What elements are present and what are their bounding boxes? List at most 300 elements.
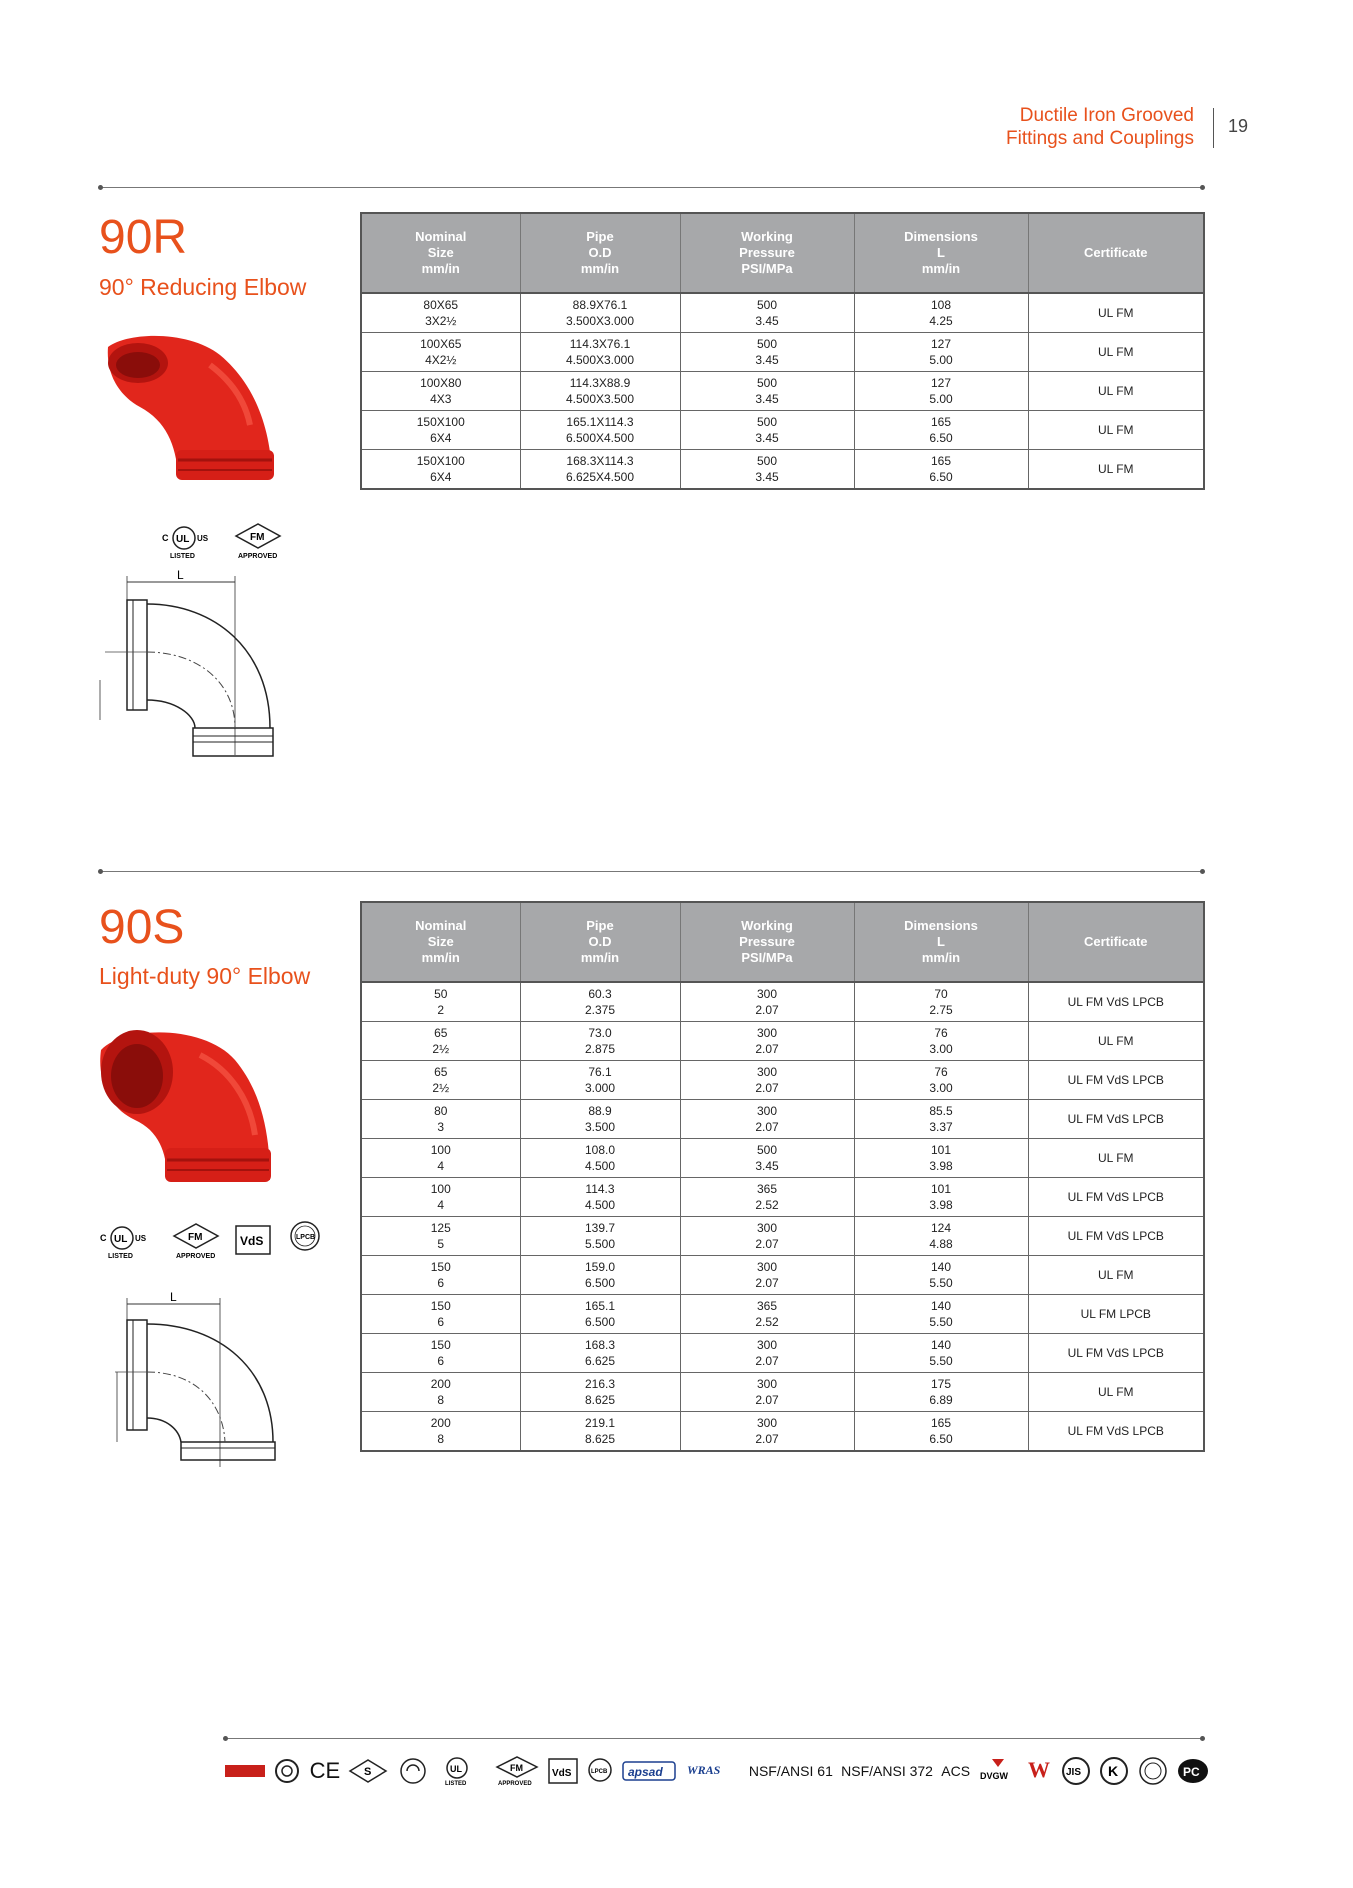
nominal-size-cell [361,411,520,450]
column-header-nominal-size: Nominal Size mm/in [361,902,520,982]
dimension-cell-line: 76 [934,1026,948,1040]
dimension-cell-line: 76 [934,1065,948,1079]
svg-text:K: K [1108,1763,1119,1779]
table-row [361,1178,1204,1217]
dimension-cell-line: 140 [930,1338,952,1352]
nominal-size-cell-line: 80X65 [423,298,459,312]
pipe-od-cell [520,1334,680,1373]
dimension-cell-line: 165 [930,415,952,429]
certificate-cell: UL FM LPCB [1028,1295,1204,1334]
nominal-size-cell [361,450,520,490]
nominal-size-cell [361,1100,520,1139]
footer-certification-logos [225,1753,1210,1789]
working-pressure-cell-line: 2.07 [755,1081,779,1095]
working-pressure-cell-line: 300 [756,1026,778,1040]
column-header-dimensions: Dimensions L mm/in [854,213,1028,293]
nominal-size-cell-line: 50 [434,987,448,1001]
nominal-size-cell-line: 150X100 [416,415,465,429]
dimension-cell-line: 165 [930,454,952,468]
svg-text:FM: FM [510,1763,524,1773]
pipe-od-cell-line: 2.875 [584,1042,616,1056]
svg-text:FM: FM [250,532,265,543]
dimension-cell [854,1217,1028,1256]
nominal-size-cell-line: 3 [437,1120,445,1134]
model-code-90s: 90S [99,901,185,954]
svg-text:PC: PC [1182,1765,1200,1779]
working-pressure-cell [680,1334,854,1373]
dimension-cell [854,1178,1028,1217]
nominal-size-cell-line: 65 [434,1026,448,1040]
svg-text:WRAS: WRAS [686,1763,720,1777]
dimension-cell [854,1373,1028,1412]
dimension-cell-line: 101 [930,1143,952,1157]
working-pressure-cell [680,1373,854,1412]
pipe-od-cell-line: 4.500 [584,1159,616,1173]
working-pressure-cell [680,1178,854,1217]
working-pressure-cell-line: 2.07 [755,1354,779,1368]
red-mark-icon [225,1759,265,1783]
svg-text:LISTED: LISTED [170,553,195,560]
nominal-size-cell-line: 2½ [432,1042,450,1056]
pipe-od-cell [520,1100,680,1139]
nominal-size-cell [361,1373,520,1412]
pipe-od-cell-line: 165.1 [584,1299,616,1313]
certificate-cell: UL FM VdS LPCB [1028,982,1204,1022]
nominal-size-cell-line: 200 [430,1377,451,1391]
dimension-cell-line: 6.50 [929,431,953,445]
nominal-size-cell-line: 100X65 [420,337,462,351]
pipe-od-cell-line: 165.1X114.3 [566,415,634,429]
working-pressure-cell [680,1061,854,1100]
nominal-size-cell-line: 3X2½ [425,314,457,328]
lpcb-icon [286,1220,324,1260]
fm-approved-icon [495,1755,539,1787]
table-row [361,333,1204,372]
working-pressure-cell [680,1022,854,1061]
pipe-od-cell-line: 60.3 [588,987,612,1001]
nominal-size-cell-line: 150 [430,1338,451,1352]
working-pressure-cell-line: 500 [756,454,778,468]
header-title-line1: Ductile Iron Grooved [1019,105,1194,126]
pipe-od-cell [520,1217,680,1256]
header-divider [1213,108,1214,148]
pipe-od-cell-line: 114.3X76.1 [569,337,631,351]
working-pressure-cell-line: 3.45 [755,1159,779,1173]
table-row [361,1217,1204,1256]
dimension-cell [854,1412,1028,1452]
table-row [361,1139,1204,1178]
model-name-90r: 90° Reducing Elbow [99,274,307,300]
working-pressure-cell-line: 300 [756,1416,778,1430]
pipe-od-cell [520,411,680,450]
dimension-cell [854,1061,1028,1100]
working-pressure-cell-line: 365 [756,1299,778,1313]
pipe-od-cell-line: 3.500 [584,1120,616,1134]
certification-logos-90s [98,1220,324,1260]
pc-mark-icon [1176,1756,1210,1786]
ul-listed-icon [160,520,220,560]
column-header-dimensions: Dimensions L mm/in [854,902,1028,982]
certificate-cell: UL FM VdS LPCB [1028,1334,1204,1373]
working-pressure-cell-line: 300 [756,1104,778,1118]
section-divider [100,187,1203,188]
working-pressure-cell [680,411,854,450]
svg-text:LISTED: LISTED [445,1781,467,1787]
nominal-size-cell [361,1412,520,1452]
working-pressure-cell-line: 300 [756,1221,778,1235]
working-pressure-cell [680,450,854,490]
table-row [361,1295,1204,1334]
svg-text:UL: UL [176,534,190,545]
svg-text:LPCB: LPCB [296,1234,316,1241]
table-row [361,293,1204,333]
svg-text:UL: UL [114,1234,128,1245]
light-duty-elbow-photo [95,1020,280,1195]
certificate-cell: UL FM [1028,1022,1204,1061]
dimension-cell [854,1022,1028,1061]
fm-approved-icon [234,520,282,560]
nominal-size-cell [361,1295,520,1334]
certificate-cell: UL FM [1028,1256,1204,1295]
working-pressure-cell-line: 3.45 [755,392,779,406]
certificate-cell: UL FM [1028,450,1204,490]
table-body-90r [361,293,1204,489]
working-pressure-cell [680,372,854,411]
working-pressure-cell-line: 500 [756,298,778,312]
dimension-cell-line: 140 [930,1260,952,1274]
dimension-cell-line: 5.00 [929,353,953,367]
spec-table-90r [360,212,1205,490]
dimension-cell-line: 127 [930,376,952,390]
dimension-cell-line: 3.37 [929,1120,953,1134]
nsf-372-mark: NSF/ANSI 372 [841,1763,933,1779]
pipe-od-cell [520,1178,680,1217]
nominal-size-cell-line: 2 [437,1003,445,1017]
footer-divider [225,1738,1203,1739]
dimension-cell-line: 5.50 [929,1276,953,1290]
svg-text:S: S [364,1766,372,1778]
pipe-od-cell-line: 168.3X114.3 [566,454,634,468]
ks-icon [1099,1756,1129,1786]
nominal-size-cell [361,1334,520,1373]
working-pressure-cell-line: 2.52 [755,1315,779,1329]
dimension-cell-line: 5.50 [929,1354,953,1368]
working-pressure-cell-line: 3.45 [755,314,779,328]
table-row [361,1100,1204,1139]
svg-text:US: US [197,534,209,543]
working-pressure-cell [680,1412,854,1452]
certificate-cell: UL FM [1028,333,1204,372]
nominal-size-cell-line: 6 [437,1354,445,1368]
working-pressure-cell-line: 300 [756,1338,778,1352]
working-pressure-cell-line: 500 [756,337,778,351]
nominal-size-cell-line: 150 [430,1260,451,1274]
pipe-od-cell [520,450,680,490]
pipe-od-cell-line: 168.3 [584,1338,616,1352]
nominal-size-cell-line: 8 [437,1432,445,1446]
pipe-od-cell [520,1373,680,1412]
apsad-icon [622,1759,676,1783]
nominal-size-cell [361,1061,520,1100]
svg-text:US: US [135,1234,147,1243]
reducing-elbow-photo [100,325,285,495]
nominal-size-cell-line: 6 [437,1276,445,1290]
dimension-cell-line: 5.50 [929,1315,953,1329]
table-row [361,1022,1204,1061]
pipe-od-cell-line: 6.500 [584,1315,616,1329]
nominal-size-cell-line: 4 [437,1159,445,1173]
table-row [361,1412,1204,1452]
pipe-od-cell-line: 6.500 [584,1276,616,1290]
section-header [1006,104,1194,150]
vds-icon [234,1222,272,1258]
pipe-od-cell-line: 219.1 [584,1416,616,1430]
pipe-od-cell [520,1256,680,1295]
table-header-row [361,213,1204,293]
working-pressure-cell-line: 500 [756,376,778,390]
nominal-size-cell [361,982,520,1022]
pipe-od-cell [520,1022,680,1061]
svg-text:APPROVED: APPROVED [498,1781,533,1787]
dimension-cell-line: 3.98 [929,1198,953,1212]
nominal-size-cell [361,1139,520,1178]
dimension-cell [854,1295,1028,1334]
nominal-size-cell-line: 100X80 [420,376,462,390]
pipe-od-cell [520,1412,680,1452]
svg-text:APPROVED: APPROVED [176,1253,216,1260]
nominal-size-cell-line: 2½ [432,1081,450,1095]
jis-icon [1061,1756,1091,1786]
dimension-cell-line: 3.98 [929,1159,953,1173]
dimension-drawing-90r [95,570,285,765]
svg-text:APPROVED: APPROVED [238,553,278,560]
seal-icon [1138,1756,1168,1786]
dimension-cell [854,333,1028,372]
pipe-od-cell [520,1295,680,1334]
working-pressure-cell-line: 500 [756,415,778,429]
section-divider [100,871,1203,872]
nominal-size-cell-line: 150 [430,1299,451,1313]
pipe-od-cell-line: 216.3 [584,1377,616,1391]
dimension-cell [854,982,1028,1022]
header-title-line2: Fittings and Couplings [1006,128,1194,149]
pipe-od-cell-line: 108.0 [584,1143,616,1157]
svg-text:FM: FM [188,1232,203,1243]
table-row [361,372,1204,411]
working-pressure-cell [680,1256,854,1295]
dimension-cell-line: 127 [930,337,952,351]
working-pressure-cell-line: 3.45 [755,353,779,367]
nominal-size-cell [361,372,520,411]
working-pressure-cell [680,293,854,333]
working-pressure-cell-line: 500 [756,1143,778,1157]
svg-text:VdS: VdS [240,1234,264,1248]
svg-text:VdS: VdS [551,1768,572,1779]
pipe-od-cell-line: 4.500X3.500 [565,392,635,406]
nominal-size-cell [361,333,520,372]
csa-mark-icon [397,1757,429,1785]
nominal-size-cell-line: 100 [430,1143,451,1157]
pipe-od-cell-line: 6.500X4.500 [565,431,635,445]
dimension-cell-line: 85.5 [929,1104,953,1118]
nominal-size-cell [361,1178,520,1217]
page-number: 19 [1228,116,1249,136]
pipe-od-cell-line: 3.500X3.000 [565,314,635,328]
dimension-cell-line: 4.88 [929,1237,953,1251]
dimension-cell [854,450,1028,490]
nominal-size-cell-line: 5 [437,1237,445,1251]
spec-table-90s [360,901,1205,1452]
working-pressure-cell [680,1217,854,1256]
certificate-cell: UL FM [1028,1139,1204,1178]
nominal-size-cell-line: 4 [437,1198,445,1212]
wras-icon [685,1758,741,1784]
nominal-size-cell-line: 8 [437,1393,445,1407]
nominal-size-cell-line: 65 [434,1065,448,1079]
gear-seal-icon [273,1757,301,1785]
certificate-cell: UL FM VdS LPCB [1028,1412,1204,1452]
working-pressure-cell-line: 300 [756,987,778,1001]
certificate-cell: UL FM VdS LPCB [1028,1217,1204,1256]
dimension-cell-line: 2.75 [929,1003,953,1017]
pipe-od-cell-line: 114.3X88.9 [569,376,631,390]
pipe-od-cell-line: 2.375 [584,1003,616,1017]
pipe-od-cell [520,372,680,411]
dimension-cell [854,293,1028,333]
dimension-cell-line: 165 [930,1416,952,1430]
pipe-od-cell-line: 88.9 [588,1104,612,1118]
column-header-pipe-od: Pipe O.D mm/in [520,902,680,982]
fm-approved-icon [172,1220,220,1260]
vds-icon [548,1757,578,1785]
column-header-nominal-size: Nominal Size mm/in [361,213,520,293]
working-pressure-cell-line: 365 [756,1182,778,1196]
svg-text:L: L [170,1292,177,1304]
nominal-size-cell-line: 6X4 [430,470,452,484]
column-header-working-pressure: Working Pressure PSI/MPa [680,213,854,293]
table-row [361,411,1204,450]
svg-text:LISTED: LISTED [108,1253,133,1260]
lpcb-icon [586,1757,614,1785]
dimension-cell-line: 124 [930,1221,952,1235]
nominal-size-cell [361,1217,520,1256]
working-pressure-cell-line: 2.07 [755,1237,779,1251]
nominal-size-cell-line: 150X100 [416,454,465,468]
svg-text:DVGW: DVGW [980,1771,1009,1781]
svg-text:C: C [100,1233,107,1243]
working-pressure-cell-line: 2.07 [755,1003,779,1017]
dimension-cell-line: 5.00 [929,392,953,406]
dimension-cell-line: 101 [930,1182,952,1196]
column-header-certificate: Certificate [1028,902,1204,982]
certificate-cell: UL FM [1028,411,1204,450]
column-header-certificate: Certificate [1028,213,1204,293]
svg-text:UL: UL [450,1764,463,1774]
dimension-cell-line: 6.89 [929,1393,953,1407]
svg-text:W: W [1027,1757,1050,1782]
pipe-od-cell-line: 3.000 [584,1081,616,1095]
working-pressure-cell [680,1100,854,1139]
working-pressure-cell-line: 2.07 [755,1042,779,1056]
working-pressure-cell-line: 300 [756,1260,778,1274]
table-row [361,1256,1204,1295]
pipe-od-cell-line: 73.0 [588,1026,612,1040]
pipe-od-cell-line: 6.625 [584,1354,616,1368]
pipe-od-cell [520,982,680,1022]
table-header-row [361,902,1204,982]
dimension-cell-line: 4.25 [929,314,953,328]
svg-text:L: L [177,570,184,582]
table-body-90s [361,982,1204,1451]
pipe-od-cell-line: 5.500 [584,1237,616,1251]
certificate-cell: UL FM VdS LPCB [1028,1061,1204,1100]
ul-listed-icon [98,1220,158,1260]
nominal-size-cell-line: 4X2½ [425,353,457,367]
dimension-cell [854,372,1028,411]
certificate-cell: UL FM [1028,1373,1204,1412]
dimension-cell [854,1100,1028,1139]
dimension-drawing-90s [95,1292,290,1477]
pipe-od-cell-line: 139.7 [584,1221,616,1235]
table-row [361,982,1204,1022]
dimension-cell-line: 6.50 [929,470,953,484]
working-pressure-cell-line: 2.07 [755,1120,779,1134]
table-row [361,1061,1204,1100]
pipe-od-cell [520,1139,680,1178]
working-pressure-cell-line: 2.07 [755,1393,779,1407]
working-pressure-cell-line: 3.45 [755,470,779,484]
working-pressure-cell-line: 2.07 [755,1432,779,1446]
pipe-od-cell [520,333,680,372]
dimension-cell-line: 3.00 [929,1042,953,1056]
pipe-od-cell [520,293,680,333]
nominal-size-cell-line: 4X3 [430,392,452,406]
working-pressure-cell [680,982,854,1022]
pipe-od-cell-line: 8.625 [584,1393,616,1407]
certificate-cell: UL FM [1028,293,1204,333]
acs-mark: ACS [941,1763,971,1779]
nominal-size-cell [361,293,520,333]
working-pressure-cell-line: 3.45 [755,431,779,445]
pipe-od-cell [520,1061,680,1100]
dimension-cell-line: 175 [930,1377,952,1391]
working-pressure-cell-line: 2.07 [755,1276,779,1290]
working-pressure-cell [680,333,854,372]
dimension-cell-line: 140 [930,1299,952,1313]
nominal-size-cell-line: 6 [437,1315,445,1329]
svg-text:LPCB: LPCB [590,1769,608,1775]
nsf-61-mark: NSF/ANSI 61 [748,1763,833,1779]
nominal-size-cell-line: 200 [430,1416,451,1430]
table-row [361,1373,1204,1412]
dvgw-icon [978,1757,1018,1785]
pipe-od-cell-line: 4.500X3.000 [565,353,635,367]
dimension-cell [854,411,1028,450]
pipe-od-cell-line: 88.9X76.1 [572,298,628,312]
dimension-cell-line: 70 [934,987,948,1001]
table-row [361,450,1204,490]
working-pressure-cell-line: 300 [756,1377,778,1391]
svg-text:C: C [162,533,169,543]
certificate-cell: UL FM VdS LPCB [1028,1100,1204,1139]
model-code-90r: 90R [99,211,188,264]
nominal-size-cell-line: 125 [430,1221,451,1235]
working-pressure-cell-line: 2.52 [755,1198,779,1212]
nominal-size-cell-line: 100 [430,1182,451,1196]
svg-text:JIS: JIS [1065,1767,1081,1778]
dimension-cell [854,1256,1028,1295]
pipe-od-cell-line: 76.1 [588,1065,612,1079]
